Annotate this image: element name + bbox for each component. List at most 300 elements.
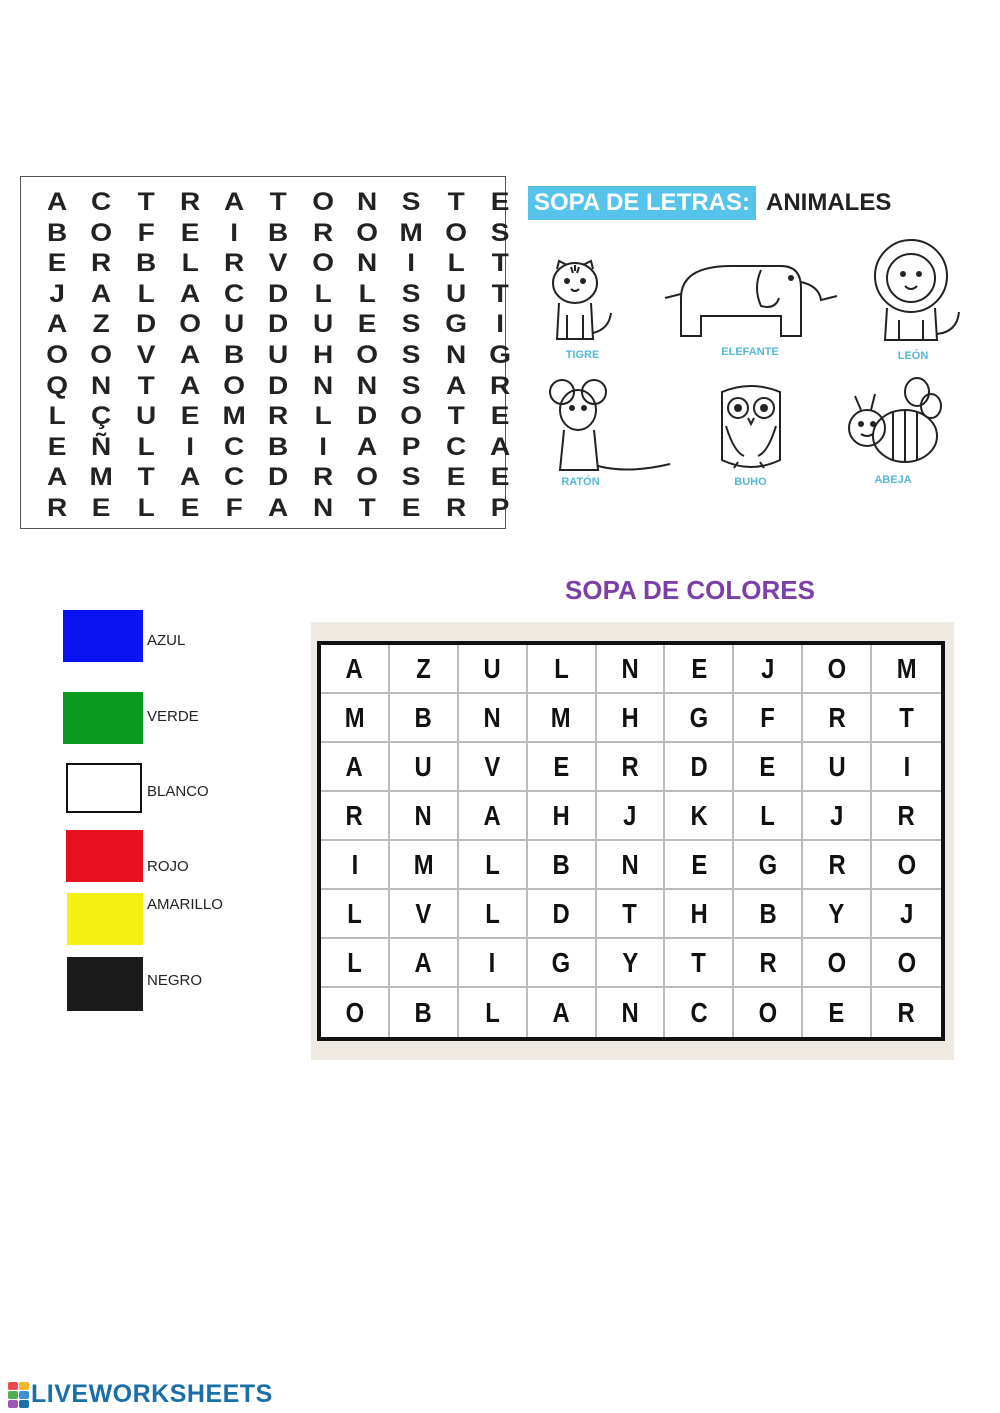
grid-cell: [734, 694, 803, 743]
lion-icon: [863, 236, 965, 348]
grid-letter: O: [356, 340, 379, 369]
grid-letter: Ñ: [91, 432, 112, 461]
swatch-rojo: [66, 830, 143, 882]
grid-letter: R: [828, 701, 846, 733]
grid-letter: O: [827, 652, 846, 684]
grid-letter: L: [484, 848, 500, 880]
grid-letter: J: [49, 279, 65, 308]
grid-letter: L: [137, 279, 155, 308]
grid-letter: A: [179, 463, 201, 492]
grid-letter: O: [758, 996, 778, 1028]
grid-cell: [528, 645, 597, 694]
grid-cell: [321, 645, 390, 694]
animals-title-text: ANIMALES: [766, 189, 892, 216]
grid-letter: A: [179, 340, 201, 369]
grid-cell: [390, 792, 459, 841]
grid-letter: I: [903, 750, 910, 782]
grid-letter: R: [897, 996, 916, 1028]
grid-letter: R: [345, 799, 364, 831]
grid-cell: [459, 939, 528, 988]
grid-letter: D: [268, 371, 289, 400]
grid-cell: [872, 988, 941, 1037]
grid-letter: A: [91, 279, 112, 308]
grid-letter: A: [414, 946, 432, 978]
grid-letter: E: [828, 996, 845, 1028]
grid-cell: [872, 841, 941, 890]
grid-letter: R: [759, 946, 777, 978]
grid-letter: I: [319, 432, 327, 461]
grid-cell: [597, 743, 666, 792]
grid-letter: T: [358, 493, 376, 522]
grid-letter: T: [691, 946, 707, 978]
grid-letter: T: [447, 402, 465, 431]
grid-letter: D: [268, 310, 289, 339]
animal-letter-grid: [35, 187, 522, 524]
grid-cell: [459, 743, 528, 792]
colors-title: SOPA DE COLORES: [565, 575, 815, 605]
grid-letter: J: [623, 799, 637, 831]
swatch-negro: [67, 957, 143, 1011]
grid-letter: N: [483, 701, 501, 733]
grid-letter: S: [402, 371, 421, 400]
grid-letter: N: [357, 188, 378, 216]
grid-letter: N: [312, 371, 334, 400]
grid-letter: E: [47, 432, 67, 461]
grid-letter: D: [268, 279, 289, 308]
grid-cell: [872, 645, 941, 694]
grid-cell: [665, 743, 734, 792]
grid-letter: B: [552, 848, 570, 880]
swatch-label-negro: NEGRO: [147, 972, 203, 989]
grid-cell: [665, 792, 734, 841]
grid-letter: B: [47, 218, 68, 247]
grid-letter: Z: [92, 310, 110, 339]
grid-cell: [390, 694, 459, 743]
grid-cell: [872, 890, 941, 939]
grid-letter: M: [344, 701, 365, 733]
grid-letter: Z: [416, 652, 431, 684]
grid-cell: [803, 792, 872, 841]
animal-word-search: [20, 176, 512, 529]
grid-letter: N: [357, 371, 378, 400]
grid-cell: [872, 792, 941, 841]
grid-cell: [665, 694, 734, 743]
grid-letter: B: [759, 897, 777, 929]
grid-letter: M: [222, 402, 246, 431]
grid-letter: O: [400, 402, 423, 431]
bee-icon: [843, 376, 943, 472]
grid-letter: L: [358, 279, 376, 308]
grid-letter: M: [551, 701, 572, 733]
grid-letter: H: [312, 340, 334, 369]
grid-letter: T: [447, 188, 465, 216]
grid-letter: B: [224, 340, 245, 369]
grid-cell: [321, 890, 390, 939]
grid-cell: [872, 743, 941, 792]
grid-letter: S: [402, 310, 421, 339]
grid-cell: [597, 694, 666, 743]
grid-letter: S: [402, 188, 421, 216]
swatch-verde: [63, 692, 143, 744]
grid-letter: V: [415, 897, 432, 929]
swatch-label-rojo: ROJO: [147, 858, 189, 875]
grid-cell: [803, 694, 872, 743]
grid-letter: S: [490, 218, 510, 247]
grid-letter: A: [47, 463, 68, 492]
grid-letter: L: [760, 799, 776, 831]
grid-letter: A: [345, 652, 364, 684]
swatch-amarillo: [67, 893, 143, 945]
grid-letter: T: [491, 249, 509, 278]
grid-letter: H: [552, 799, 570, 831]
grid-letter: C: [224, 279, 245, 308]
grid-letter: E: [490, 188, 510, 216]
grid-letter: F: [137, 218, 155, 247]
elephant-label: ELEFANTE: [721, 346, 779, 358]
grid-letter: O: [356, 463, 379, 492]
grid-letter: E: [553, 750, 570, 782]
grid-cell: [459, 694, 528, 743]
grid-cell: [321, 743, 390, 792]
grid-letter: R: [179, 188, 201, 216]
grid-letter: H: [690, 897, 708, 929]
grid-cell: [390, 939, 459, 988]
grid-cell: [459, 988, 528, 1037]
grid-letter: E: [47, 249, 67, 278]
grid-cell: [734, 988, 803, 1037]
grid-letter: T: [137, 463, 155, 492]
owl-illustration: [713, 382, 788, 488]
grid-letter: E: [490, 463, 510, 492]
grid-letter: I: [407, 249, 416, 278]
grid-cell: [459, 645, 528, 694]
grid-letter: N: [621, 848, 639, 880]
grid-cell: [528, 988, 597, 1037]
grid-letter: P: [402, 432, 421, 461]
grid-cell: [459, 841, 528, 890]
grid-letter: E: [690, 848, 707, 880]
grid-letter: E: [357, 310, 377, 339]
grid-letter: C: [445, 432, 466, 461]
grid-letter: O: [223, 371, 246, 400]
grid-letter: R: [312, 218, 334, 247]
grid-letter: A: [552, 996, 570, 1028]
swatch-azul: [63, 610, 143, 662]
grid-letter: A: [224, 188, 245, 216]
bee-illustration: [843, 376, 943, 486]
swatch-blanco: [66, 763, 142, 813]
grid-letter: E: [180, 493, 200, 522]
grid-letter: O: [312, 249, 334, 278]
grid-letter: G: [689, 701, 709, 733]
grid-cell: [321, 792, 390, 841]
owl-label: BUHO: [734, 476, 767, 488]
grid-cell: [528, 890, 597, 939]
grid-letter: E: [180, 218, 200, 247]
grid-letter: G: [551, 946, 571, 978]
grid-letter: I: [230, 218, 239, 247]
grid-letter: A: [483, 799, 501, 831]
grid-letter: R: [828, 848, 846, 880]
grid-letter: O: [90, 340, 113, 369]
grid-cell: [528, 792, 597, 841]
grid-cell: [597, 645, 666, 694]
grid-letter: S: [402, 463, 421, 492]
grid-letter: R: [91, 249, 112, 278]
grid-cell: [459, 792, 528, 841]
tiger-label: TIGRE: [565, 349, 600, 361]
grid-cell: [597, 988, 666, 1037]
grid-letter: E: [446, 463, 466, 492]
grid-letter: C: [224, 432, 245, 461]
grid-letter: Ç: [91, 402, 112, 431]
grid-letter: T: [899, 701, 914, 733]
grid-cell: [528, 694, 597, 743]
grid-letter: R: [489, 371, 511, 400]
grid-letter: C: [224, 463, 245, 492]
lion-illustration: [863, 236, 963, 362]
swatch-label-verde: VERDE: [147, 708, 199, 725]
grid-cell: [321, 841, 390, 890]
grid-letter: F: [760, 701, 776, 733]
tiger-illustration: [545, 255, 620, 361]
grid-cell: [665, 939, 734, 988]
grid-letter: R: [47, 493, 68, 522]
animals-title-highlight: SOPA DE LETRAS:: [528, 186, 756, 220]
grid-letter: A: [345, 750, 364, 782]
grid-letter: T: [270, 188, 288, 216]
elephant-illustration: [660, 258, 840, 358]
grid-letter: V: [484, 750, 501, 782]
grid-letter: N: [312, 493, 334, 522]
grid-letter: D: [135, 310, 156, 339]
grid-cell: [665, 645, 734, 694]
grid-cell: [597, 792, 666, 841]
grid-letter: Y: [622, 946, 638, 978]
grid-letter: L: [181, 249, 199, 278]
grid-letter: N: [621, 996, 639, 1028]
grid-letter: B: [268, 218, 289, 247]
grid-cell: [803, 988, 872, 1037]
grid-letter: O: [90, 218, 113, 247]
grid-cell: [665, 890, 734, 939]
grid-cell: [734, 841, 803, 890]
grid-letter: A: [179, 279, 201, 308]
grid-letter: M: [89, 463, 114, 492]
grid-letter: B: [268, 432, 289, 461]
grid-letter: E: [759, 750, 776, 782]
grid-letter: T: [491, 279, 509, 308]
footer-logo: [8, 1380, 273, 1409]
grid-cell: [390, 743, 459, 792]
grid-letter: I: [496, 310, 505, 339]
grid-letter: D: [268, 463, 289, 492]
grid-cell: [597, 841, 666, 890]
grid-letter: L: [314, 402, 332, 431]
grid-letter: T: [622, 897, 638, 929]
grid-cell: [321, 694, 390, 743]
tiger-icon: [545, 255, 625, 347]
grid-letter: S: [402, 340, 421, 369]
grid-letter: E: [92, 493, 111, 522]
grid-cell: [872, 939, 941, 988]
grid-cell: [734, 743, 803, 792]
grid-cell: [803, 841, 872, 890]
grid-cell: [321, 988, 390, 1037]
grid-cell: [321, 939, 390, 988]
grid-letter: R: [224, 249, 245, 278]
grid-letter: M: [413, 848, 434, 880]
grid-cell: [390, 890, 459, 939]
grid-letter: M: [399, 218, 424, 247]
grid-cell: [803, 743, 872, 792]
grid-letter: K: [690, 799, 708, 831]
grid-cell: [665, 988, 734, 1037]
grid-letter: Y: [828, 897, 845, 929]
grid-cell: [734, 939, 803, 988]
grid-letter: N: [445, 340, 466, 369]
grid-cell: [872, 694, 941, 743]
grid-letter: E: [490, 402, 510, 431]
grid-letter: U: [445, 279, 466, 308]
grid-letter: S: [402, 279, 421, 308]
grid-letter: R: [268, 402, 289, 431]
mouse-illustration: [548, 378, 613, 488]
grid-letter: O: [179, 310, 201, 339]
grid-cell: [390, 841, 459, 890]
grid-cell: [803, 939, 872, 988]
grid-cell: [459, 890, 528, 939]
grid-letter: U: [483, 652, 501, 684]
grid-letter: E: [180, 402, 200, 431]
grid-letter: L: [347, 946, 362, 978]
grid-letter: V: [269, 249, 288, 278]
grid-letter: B: [135, 249, 156, 278]
grid-letter: L: [347, 897, 362, 929]
grid-cell: [528, 743, 597, 792]
swatch-label-azul: AZUL: [147, 632, 186, 649]
grid-letter: U: [268, 340, 289, 369]
grid-letter: A: [179, 371, 201, 400]
grid-letter: O: [827, 946, 846, 978]
grid-cell: [528, 939, 597, 988]
grid-letter: D: [357, 402, 378, 431]
grid-cell: [390, 988, 459, 1037]
grid-letter: L: [553, 652, 569, 684]
grid-letter: A: [445, 371, 466, 400]
grid-cell: [734, 645, 803, 694]
grid-letter: I: [488, 946, 496, 978]
grid-letter: U: [224, 310, 245, 339]
swatch-label-blanco: BLANCO: [147, 783, 209, 800]
grid-letter: U: [312, 310, 334, 339]
grid-letter: A: [268, 493, 289, 522]
grid-letter: A: [357, 432, 378, 461]
owl-icon: [714, 382, 788, 474]
grid-letter: Q: [46, 371, 69, 400]
grid-letter: O: [46, 340, 69, 369]
elephant-icon: [661, 258, 839, 344]
grid-letter: O: [345, 996, 364, 1028]
grid-letter: G: [444, 310, 467, 339]
grid-letter: D: [552, 897, 570, 929]
grid-letter: N: [414, 799, 432, 831]
grid-letter: O: [312, 188, 334, 216]
liveworksheets-logo-icon: [8, 1382, 28, 1408]
grid-letter: I: [351, 848, 358, 880]
color-letter-grid: [317, 641, 945, 1041]
grid-letter: T: [137, 371, 155, 400]
grid-letter: L: [314, 279, 332, 308]
grid-letter: P: [490, 493, 510, 522]
grid-letter: L: [137, 432, 155, 461]
grid-letter: B: [414, 701, 432, 733]
grid-letter: D: [690, 750, 708, 782]
grid-letter: L: [48, 402, 66, 431]
grid-letter: L: [447, 249, 465, 278]
grid-letter: U: [828, 750, 846, 782]
grid-letter: H: [621, 701, 639, 733]
grid-letter: O: [897, 946, 916, 978]
grid-letter: N: [91, 371, 112, 400]
grid-letter: E: [690, 652, 707, 684]
grid-letter: U: [414, 750, 432, 782]
grid-letter: A: [47, 188, 68, 216]
grid-letter: T: [137, 188, 155, 216]
grid-letter: I: [186, 432, 194, 461]
grid-letter: R: [312, 463, 334, 492]
grid-cell: [528, 841, 597, 890]
bee-label: ABEJA: [874, 474, 912, 486]
grid-letter: J: [899, 897, 914, 929]
mouse-label: RATÓN: [561, 476, 600, 488]
grid-letter: M: [896, 652, 917, 684]
grid-cell: [665, 841, 734, 890]
grid-letter: L: [484, 897, 500, 929]
liveworksheets-logo-text: LIVEWORKSHEETS: [31, 1380, 273, 1408]
grid-cell: [803, 645, 872, 694]
grid-letter: O: [444, 218, 467, 247]
grid-letter: B: [414, 996, 432, 1028]
grid-letter: R: [897, 799, 916, 831]
grid-letter: O: [356, 218, 379, 247]
grid-letter: G: [489, 340, 512, 369]
grid-cell: [734, 890, 803, 939]
grid-letter: J: [830, 799, 844, 831]
grid-letter: A: [47, 310, 68, 339]
grid-letter: R: [445, 493, 466, 522]
grid-cell: [597, 939, 666, 988]
grid-cell: [734, 792, 803, 841]
mouse-icon: [548, 378, 672, 474]
grid-letter: C: [690, 996, 708, 1028]
swatch-label-amarillo: AMARILLO: [147, 896, 223, 913]
grid-letter: L: [484, 996, 500, 1028]
grid-cell: [390, 645, 459, 694]
grid-letter: F: [225, 493, 243, 522]
lion-label: LEÓN: [897, 350, 929, 362]
grid-letter: R: [621, 750, 639, 782]
grid-letter: N: [357, 249, 378, 278]
grid-letter: U: [135, 402, 156, 431]
grid-cell: [597, 890, 666, 939]
animals-title: [528, 185, 891, 221]
grid-letter: V: [136, 340, 156, 369]
grid-letter: C: [91, 188, 112, 216]
grid-cell: [803, 890, 872, 939]
grid-letter: N: [621, 652, 639, 684]
grid-letter: J: [761, 652, 775, 684]
